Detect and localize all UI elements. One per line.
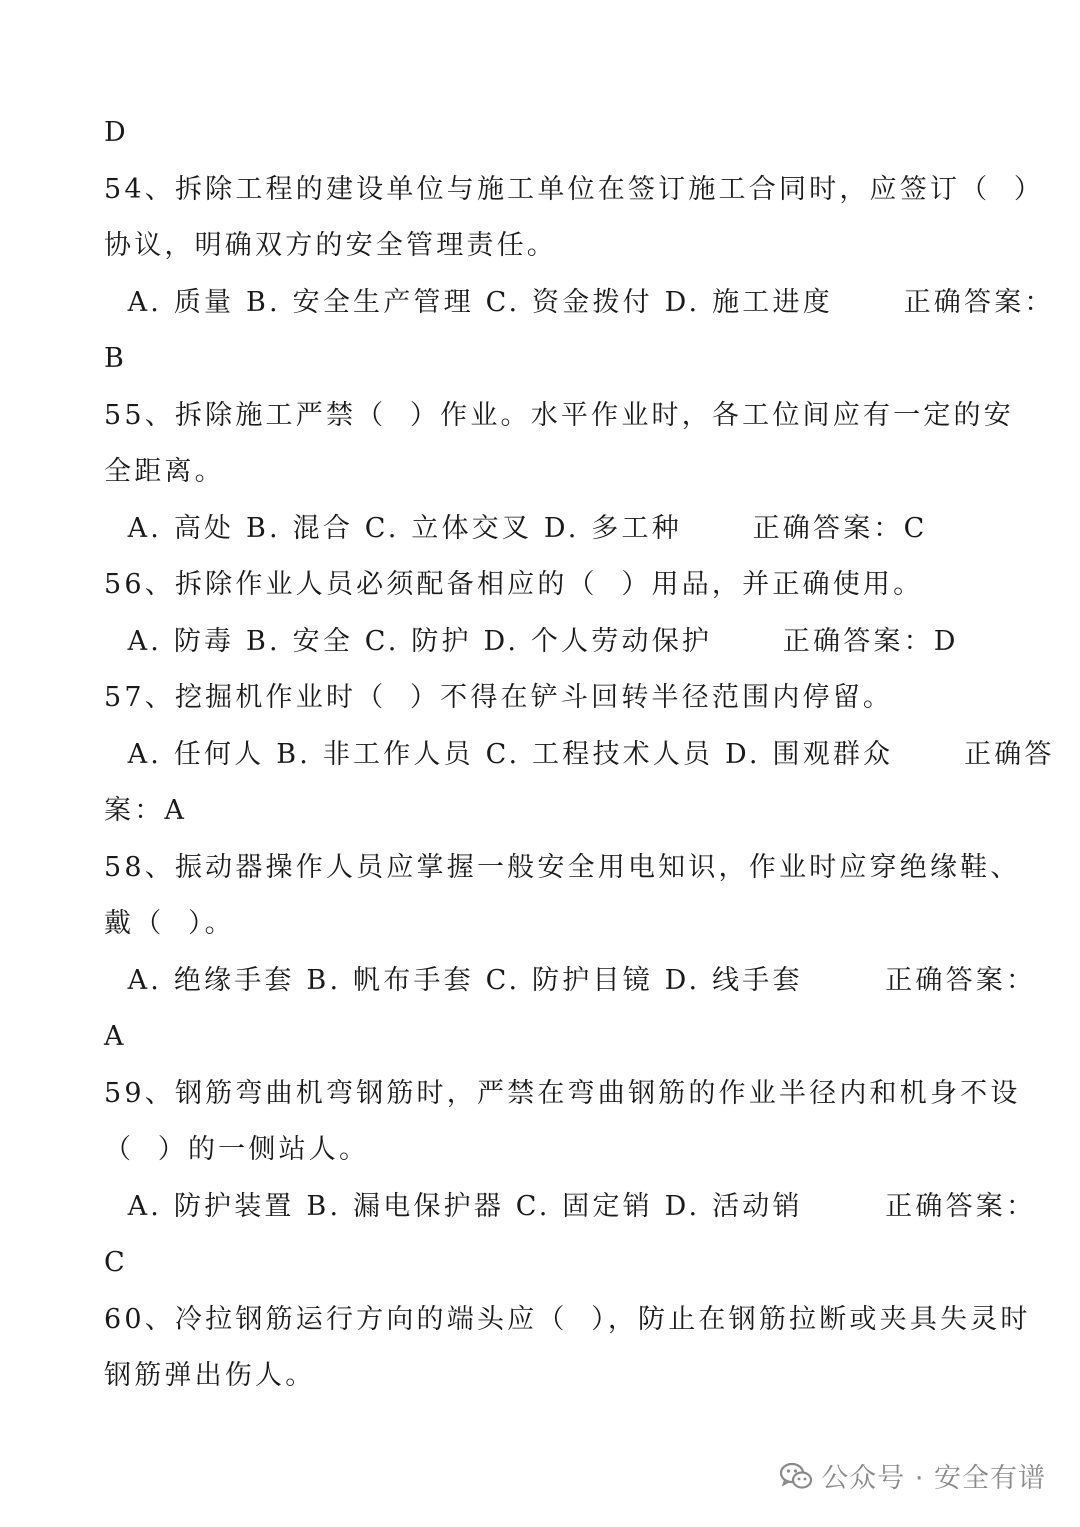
options-57: A. 任何人 B. 非工作人员 C. 工程技术人员 D. 围观群众 正确答 <box>104 739 1055 770</box>
text-line: 钢筋弹出伤人。 <box>104 1360 316 1391</box>
answer-59: C <box>104 1247 128 1278</box>
answer-58: A <box>104 1021 127 1052</box>
options-54: A. 质量 B. 安全生产管理 C. 资金拨付 D. 施工进度 正确答案： <box>104 287 1055 318</box>
options-55: A. 高处 B. 混合 C. 立体交叉 D. 多工种 正确答案：C <box>104 513 928 544</box>
watermark <box>779 1456 1046 1495</box>
options-58: A. 绝缘手套 B. 帆布手套 C. 防护目镜 D. 线手套 正确答案： <box>104 965 1037 996</box>
text-line: 协议，明确双方的安全管理责任。 <box>104 230 557 261</box>
options-56: A. 防毒 B. 安全 C. 防护 D. 个人劳动保护 正确答案：D <box>104 626 959 657</box>
text-line: （ ）的一侧站人。 <box>104 1134 370 1165</box>
watermark-text: 公众号 · 安全有谱 <box>821 1463 1046 1494</box>
question-55: 55、拆除施工严禁（ ）作业。水平作业时，各工位间应有一定的安 <box>104 400 1014 431</box>
text-line: D <box>104 117 129 148</box>
answer-57: 案：A <box>104 795 188 826</box>
question-56: 56、拆除作业人员必须配备相应的（ ）用品，并正确使用。 <box>104 569 924 600</box>
text-line: 戴（ ）。 <box>104 908 235 939</box>
question-54: 54、拆除工程的建设单位与施工单位在签订施工合同时，应签订（ ） <box>104 174 1045 205</box>
question-60: 60、冷拉钢筋运行方向的端头应（ ），防止在钢筋拉断或夹具失灵时 <box>104 1304 1031 1335</box>
question-59: 59、钢筋弯曲机弯钢筋时，严禁在弯曲钢筋的作业半径内和机身不设 <box>104 1078 1021 1109</box>
wechat-icon <box>779 1461 813 1491</box>
question-58: 58、振动器操作人员应掌握一般安全用电知识，作业时应穿绝缘鞋、 <box>104 852 1021 883</box>
answer-54: B <box>104 343 128 374</box>
question-57: 57、挖掘机作业时（ ）不得在铲斗回转半径范围内停留。 <box>104 682 894 713</box>
options-59: A. 防护装置 B. 漏电保护器 C. 固定销 D. 活动销 正确答案： <box>104 1191 1037 1222</box>
text-line: 全距离。 <box>104 456 225 487</box>
